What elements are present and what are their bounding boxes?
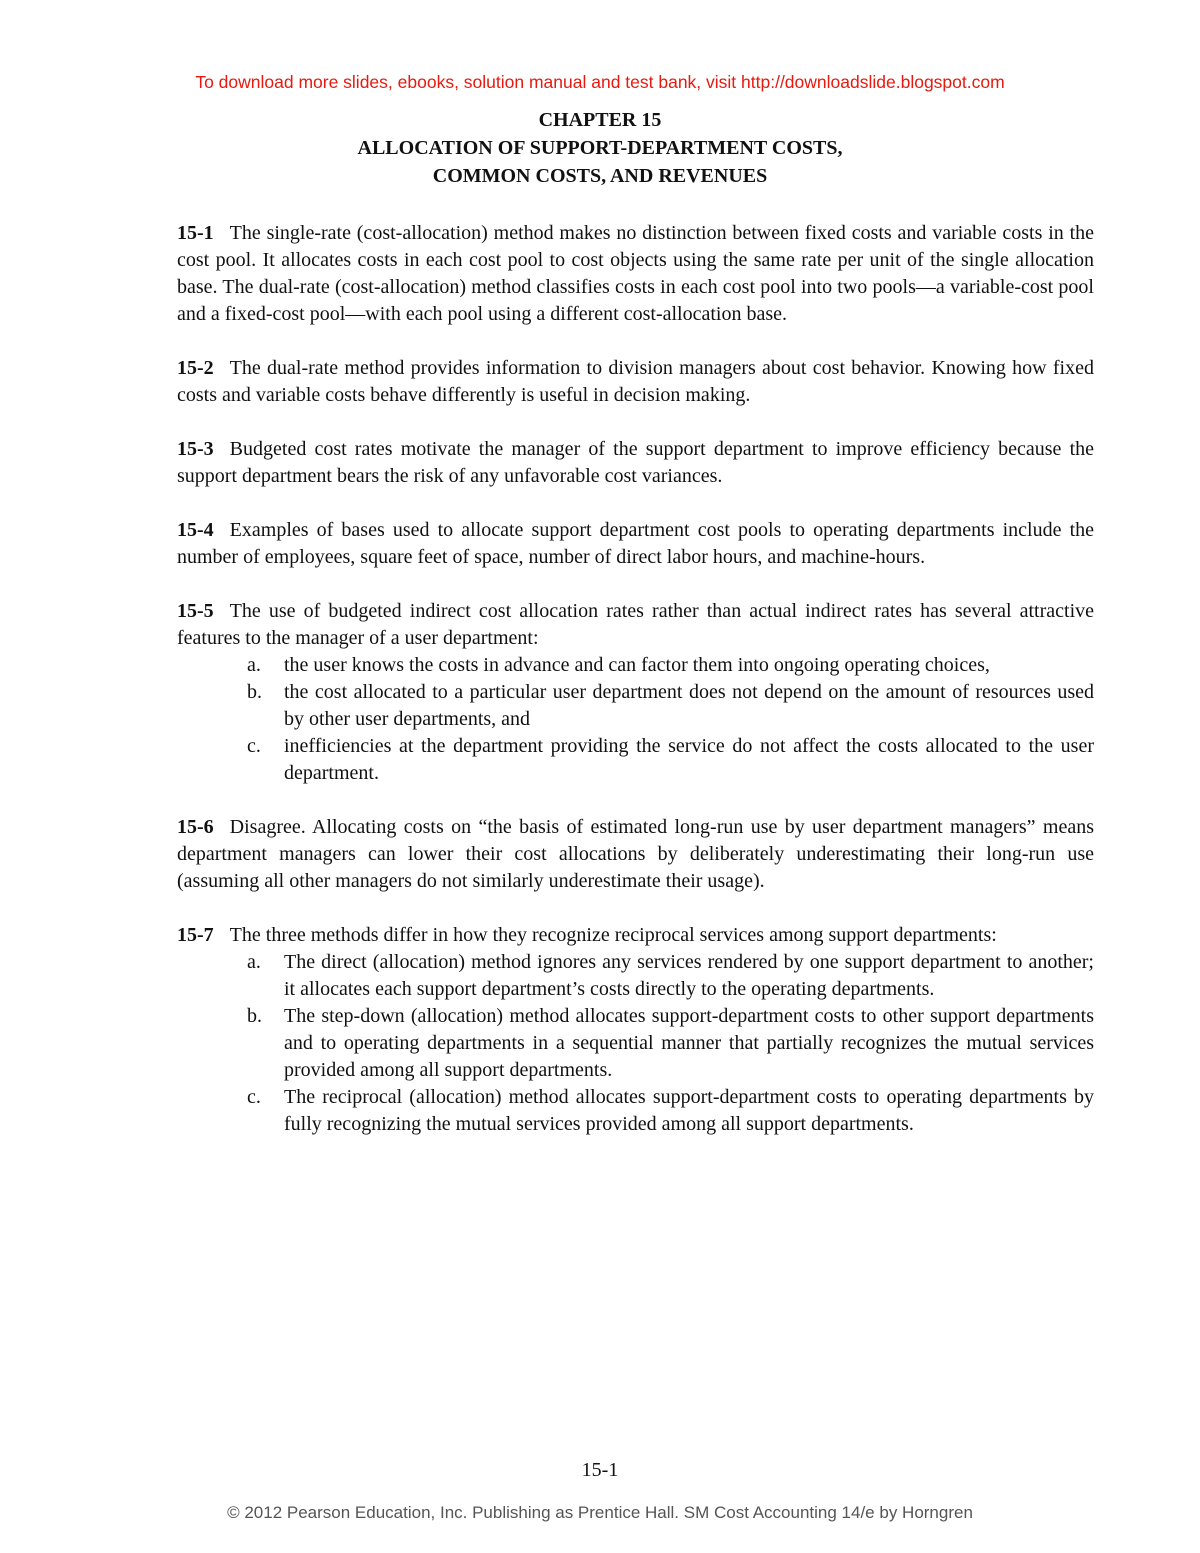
question-intro [177,598,1094,652]
list-marker: a. [247,951,261,973]
list-item-text: The direct (allocation) method ignores any services rendered by one support department to another; it allocates each support department’s costs directly to the operating departments. [284,951,1094,1000]
question-15-7 [177,922,1094,1138]
page-number: 15-1 [581,1459,619,1481]
question-text: Disagree. Allocating costs on “the basis of estimated long-run use by user department managers” means department managers can lower their cost allocations by deliberately underestimating their long-run use (assuming all other managers do not similarly underestimate their usage). [177,816,1094,892]
question-text: The three methods differ in how they recognize reciprocal services among support departments: [229,924,997,946]
question-15-6 [177,814,1094,895]
chapter-number: CHAPTER 15 [538,109,662,131]
list-item [177,949,1094,1003]
question-number: 15-4 [177,519,214,541]
question-15-3 [177,436,1094,490]
question-number: 15-1 [177,222,214,244]
question-text: The dual-rate method provides information to division managers about cost behavior. Knowing how fixed costs and variable costs behave differently is useful in decision making. [177,357,1094,406]
list-item-text: inefficiencies at the department providing the service do not affect the costs allocated to the user department. [284,735,1094,784]
chapter-header [0,106,1200,190]
question-intro [177,922,1094,949]
question-15-1 [177,220,1094,328]
list-item [177,652,1094,679]
list-item [177,1003,1094,1084]
list-item-text: The reciprocal (allocation) method allocates support-department costs to operating departments by fully recognizing the mutual services provided among all support departments. [284,1086,1094,1135]
question-number: 15-2 [177,357,214,379]
question-15-5 [177,598,1094,787]
question-text: Budgeted cost rates motivate the manager of the support department to improve efficiency because the support department bears the risk of any unfavorable cost variances. [177,438,1094,487]
question-number: 15-7 [177,924,214,946]
list-item-text: the cost allocated to a particular user department does not depend on the amount of resources used by other user departments, and [284,681,1094,730]
question-number: 15-3 [177,438,214,460]
chapter-title-line-1: ALLOCATION OF SUPPORT-DEPARTMENT COSTS, [357,137,843,159]
answer-list [177,652,1094,787]
question-text: The single-rate (cost-allocation) method makes no distinction between fixed costs and variable costs in the cost pool. It allocates costs in each cost pool to cost objects using the same rate per unit of the single allocation base. The dual-rate (cost-allocation) method classifies costs in each cost pool into two pools—a variable-cost pool and a fixed-cost pool—with each pool using a different cost-allocation base. [177,222,1094,325]
list-item [177,679,1094,733]
chapter-title-line-2: COMMON COSTS, AND REVENUES [432,165,768,187]
question-number: 15-6 [177,816,214,838]
question-text: The use of budgeted indirect cost allocation rates rather than actual indirect rates has several attractive features to the manager of a user department: [177,600,1094,649]
list-marker: c. [247,1086,261,1108]
question-text: Examples of bases used to allocate support department cost pools to operating departments include the number of employees, square feet of space, number of direct labor hours, and machine-hours. [177,519,1094,568]
list-marker: c. [247,735,261,757]
list-item-text: The step-down (allocation) method allocates support-department costs to other support departments and to operating departments in a sequential manner that partially recognizes the mutual services provided among all support departments. [284,1005,1094,1081]
copyright-footer: © 2012 Pearson Education, Inc. Publishing as Prentice Hall. SM Cost Accounting 14/e by Horngren [227,1503,973,1522]
question-15-2 [177,355,1094,409]
list-item [177,1084,1094,1138]
list-marker: a. [247,654,261,676]
question-15-4 [177,517,1094,571]
list-marker: b. [247,1005,262,1027]
document-body [177,220,1094,1165]
answer-list [177,949,1094,1138]
list-item [177,733,1094,787]
question-number: 15-5 [177,600,214,622]
list-marker: b. [247,681,262,703]
list-item-text: the user knows the costs in advance and can factor them into ongoing operating choices, [284,654,990,676]
download-banner: To download more slides, ebooks, solution manual and test bank, visit http://downloadslide.blogspot.com [195,72,1005,92]
